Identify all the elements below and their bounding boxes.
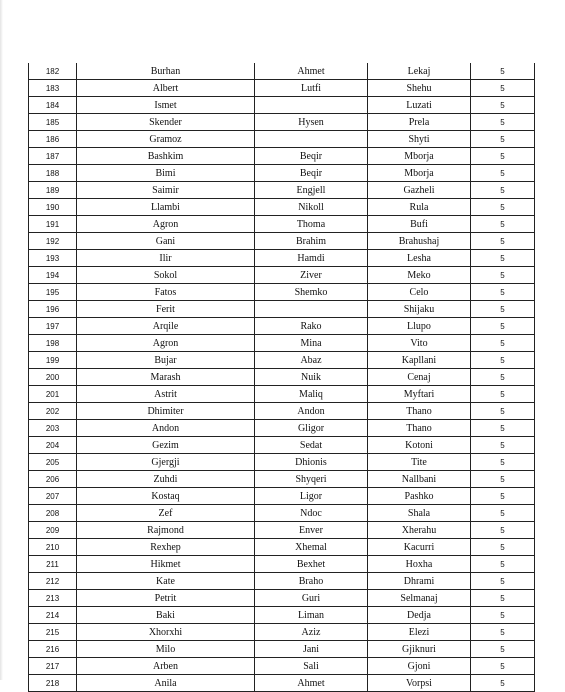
last-name-cell: Mborja — [368, 148, 471, 165]
first-name-cell: Dhimiter — [77, 403, 255, 420]
first-name-cell: Bimi — [77, 165, 255, 182]
table-row — [29, 233, 535, 250]
father-name-cell: Sali — [255, 658, 368, 675]
last-name-cell: Bufi — [368, 216, 471, 233]
first-name-cell: Ilir — [77, 250, 255, 267]
row-number-cell: 207 — [29, 488, 77, 505]
last-name-cell: Tite — [368, 454, 471, 471]
row-number-cell: 184 — [29, 97, 77, 114]
last-name-cell: Lekaj — [368, 63, 471, 80]
last-name-cell: Lesha — [368, 250, 471, 267]
row-number-cell: 182 — [29, 63, 77, 80]
last-name-cell: Prela — [368, 114, 471, 131]
last-name-cell: Llupo — [368, 318, 471, 335]
father-name-cell: Shemko — [255, 284, 368, 301]
row-number-cell: 204 — [29, 437, 77, 454]
last-name-cell: Gazheli — [368, 182, 471, 199]
row-number-cell: 210 — [29, 539, 77, 556]
first-name-cell: Gani — [77, 233, 255, 250]
table-row — [29, 335, 535, 352]
table-row — [29, 403, 535, 420]
father-name-cell: Abaz — [255, 352, 368, 369]
father-name-cell: Jani — [255, 641, 368, 658]
row-number-cell: 188 — [29, 165, 77, 182]
score-cell: 5 — [471, 301, 535, 318]
row-number-cell: 217 — [29, 658, 77, 675]
father-name-cell: Beqir — [255, 165, 368, 182]
score-cell: 5 — [471, 403, 535, 420]
table-row — [29, 199, 535, 216]
first-name-cell: Zef — [77, 505, 255, 522]
row-number-cell: 205 — [29, 454, 77, 471]
row-number-cell: 199 — [29, 352, 77, 369]
first-name-cell: Agron — [77, 216, 255, 233]
row-number-cell: 218 — [29, 675, 77, 692]
first-name-cell: Petrit — [77, 590, 255, 607]
last-name-cell: Xherahu — [368, 522, 471, 539]
first-name-cell: Andon — [77, 420, 255, 437]
first-name-cell: Gramoz — [77, 131, 255, 148]
row-number-cell: 193 — [29, 250, 77, 267]
score-cell: 5 — [471, 505, 535, 522]
father-name-cell: Shyqeri — [255, 471, 368, 488]
score-cell: 5 — [471, 488, 535, 505]
father-name-cell: Guri — [255, 590, 368, 607]
table-row — [29, 624, 535, 641]
table-row — [29, 607, 535, 624]
last-name-cell: Hoxha — [368, 556, 471, 573]
father-name-cell: Engjell — [255, 182, 368, 199]
table-body — [29, 63, 535, 692]
score-cell: 5 — [471, 216, 535, 233]
table-row — [29, 301, 535, 318]
last-name-cell: Myftari — [368, 386, 471, 403]
table-row — [29, 148, 535, 165]
score-cell: 5 — [471, 352, 535, 369]
row-number-cell: 214 — [29, 607, 77, 624]
table-row — [29, 675, 535, 692]
table-row — [29, 165, 535, 182]
row-number-cell: 203 — [29, 420, 77, 437]
last-name-cell: Dedja — [368, 607, 471, 624]
score-cell: 5 — [471, 63, 535, 80]
row-number-cell: 189 — [29, 182, 77, 199]
table-row — [29, 539, 535, 556]
father-name-cell: Mina — [255, 335, 368, 352]
father-name-cell: Ahmet — [255, 675, 368, 692]
last-name-cell: Rula — [368, 199, 471, 216]
row-number-cell: 202 — [29, 403, 77, 420]
row-number-cell: 200 — [29, 369, 77, 386]
score-cell: 5 — [471, 369, 535, 386]
score-cell: 5 — [471, 420, 535, 437]
last-name-cell: Thano — [368, 403, 471, 420]
score-cell: 5 — [471, 233, 535, 250]
father-name-cell: Liman — [255, 607, 368, 624]
score-cell: 5 — [471, 131, 535, 148]
row-number-cell: 209 — [29, 522, 77, 539]
score-cell: 5 — [471, 114, 535, 131]
first-name-cell: Xhorxhi — [77, 624, 255, 641]
table-row — [29, 437, 535, 454]
first-name-cell: Astrit — [77, 386, 255, 403]
last-name-cell: Shijaku — [368, 301, 471, 318]
score-cell: 5 — [471, 539, 535, 556]
table-row — [29, 505, 535, 522]
score-cell: 5 — [471, 267, 535, 284]
first-name-cell: Agron — [77, 335, 255, 352]
score-cell: 5 — [471, 590, 535, 607]
table-row — [29, 471, 535, 488]
father-name-cell: Dhionis — [255, 454, 368, 471]
table-row — [29, 573, 535, 590]
last-name-cell: Vito — [368, 335, 471, 352]
row-number-cell: 191 — [29, 216, 77, 233]
table-row — [29, 522, 535, 539]
row-number-cell: 215 — [29, 624, 77, 641]
last-name-cell: Kapllani — [368, 352, 471, 369]
first-name-cell: Arben — [77, 658, 255, 675]
first-name-cell: Milo — [77, 641, 255, 658]
score-cell: 5 — [471, 318, 535, 335]
score-cell: 5 — [471, 641, 535, 658]
last-name-cell: Thano — [368, 420, 471, 437]
table-row — [29, 80, 535, 97]
last-name-cell: Celo — [368, 284, 471, 301]
row-number-cell: 206 — [29, 471, 77, 488]
first-name-cell: Gjergji — [77, 454, 255, 471]
score-cell: 5 — [471, 471, 535, 488]
father-name-cell: Ligor — [255, 488, 368, 505]
father-name-cell — [255, 301, 368, 318]
row-number-cell: 186 — [29, 131, 77, 148]
first-name-cell: Arqile — [77, 318, 255, 335]
row-number-cell: 194 — [29, 267, 77, 284]
father-name-cell — [255, 97, 368, 114]
last-name-cell: Gjiknuri — [368, 641, 471, 658]
table-row — [29, 114, 535, 131]
last-name-cell: Kacurri — [368, 539, 471, 556]
last-name-cell: Shehu — [368, 80, 471, 97]
page-edge-shadow — [0, 0, 3, 680]
row-number-cell: 212 — [29, 573, 77, 590]
score-cell: 5 — [471, 386, 535, 403]
row-number-cell: 197 — [29, 318, 77, 335]
last-name-cell: Shala — [368, 505, 471, 522]
father-name-cell: Enver — [255, 522, 368, 539]
father-name-cell: Beqir — [255, 148, 368, 165]
last-name-cell: Shyti — [368, 131, 471, 148]
last-name-cell: Kotoni — [368, 437, 471, 454]
father-name-cell: Maliq — [255, 386, 368, 403]
first-name-cell: Marash — [77, 369, 255, 386]
first-name-cell: Rexhep — [77, 539, 255, 556]
row-number-cell: 213 — [29, 590, 77, 607]
table-row — [29, 488, 535, 505]
last-name-cell: Mborja — [368, 165, 471, 182]
table-row — [29, 369, 535, 386]
father-name-cell: Ahmet — [255, 63, 368, 80]
score-cell: 5 — [471, 522, 535, 539]
score-cell: 5 — [471, 607, 535, 624]
score-cell: 5 — [471, 454, 535, 471]
row-number-cell: 216 — [29, 641, 77, 658]
score-cell: 5 — [471, 675, 535, 692]
score-cell: 5 — [471, 182, 535, 199]
records-table — [28, 63, 535, 692]
father-name-cell: Nuik — [255, 369, 368, 386]
first-name-cell: Ferit — [77, 301, 255, 318]
first-name-cell: Bujar — [77, 352, 255, 369]
table-row — [29, 267, 535, 284]
last-name-cell: Cenaj — [368, 369, 471, 386]
father-name-cell: Ndoc — [255, 505, 368, 522]
father-name-cell: Braho — [255, 573, 368, 590]
row-number-cell: 211 — [29, 556, 77, 573]
score-cell: 5 — [471, 165, 535, 182]
score-cell: 5 — [471, 97, 535, 114]
row-number-cell: 192 — [29, 233, 77, 250]
father-name-cell: Thoma — [255, 216, 368, 233]
row-number-cell: 183 — [29, 80, 77, 97]
first-name-cell: Saimir — [77, 182, 255, 199]
table-row — [29, 556, 535, 573]
row-number-cell: 198 — [29, 335, 77, 352]
first-name-cell: Ismet — [77, 97, 255, 114]
first-name-cell: Hikmet — [77, 556, 255, 573]
score-cell: 5 — [471, 437, 535, 454]
father-name-cell: Ziver — [255, 267, 368, 284]
table-row — [29, 131, 535, 148]
row-number-cell: 208 — [29, 505, 77, 522]
score-cell: 5 — [471, 250, 535, 267]
first-name-cell: Bashkim — [77, 148, 255, 165]
score-cell: 5 — [471, 148, 535, 165]
score-cell: 5 — [471, 624, 535, 641]
father-name-cell: Aziz — [255, 624, 368, 641]
last-name-cell: Selmanaj — [368, 590, 471, 607]
score-cell: 5 — [471, 573, 535, 590]
row-number-cell: 195 — [29, 284, 77, 301]
father-name-cell: Hamdi — [255, 250, 368, 267]
father-name-cell — [255, 131, 368, 148]
last-name-cell: Nallbani — [368, 471, 471, 488]
first-name-cell: Burhan — [77, 63, 255, 80]
last-name-cell: Vorpsi — [368, 675, 471, 692]
last-name-cell: Elezi — [368, 624, 471, 641]
last-name-cell: Luzati — [368, 97, 471, 114]
row-number-cell: 187 — [29, 148, 77, 165]
first-name-cell: Kostaq — [77, 488, 255, 505]
last-name-cell: Pashko — [368, 488, 471, 505]
table-row — [29, 454, 535, 471]
score-cell: 5 — [471, 556, 535, 573]
row-number-cell: 190 — [29, 199, 77, 216]
father-name-cell: Andon — [255, 403, 368, 420]
father-name-cell: Gligor — [255, 420, 368, 437]
table-row — [29, 97, 535, 114]
score-cell: 5 — [471, 199, 535, 216]
table-row — [29, 182, 535, 199]
first-name-cell: Rajmond — [77, 522, 255, 539]
last-name-cell: Brahushaj — [368, 233, 471, 250]
father-name-cell: Sedat — [255, 437, 368, 454]
first-name-cell: Zuhdi — [77, 471, 255, 488]
row-number-cell: 201 — [29, 386, 77, 403]
first-name-cell: Llambi — [77, 199, 255, 216]
first-name-cell: Baki — [77, 607, 255, 624]
row-number-cell: 185 — [29, 114, 77, 131]
last-name-cell: Dhrami — [368, 573, 471, 590]
table-row — [29, 590, 535, 607]
father-name-cell: Bexhet — [255, 556, 368, 573]
father-name-cell: Nikoll — [255, 199, 368, 216]
first-name-cell: Skender — [77, 114, 255, 131]
table-row — [29, 284, 535, 301]
table-row — [29, 318, 535, 335]
table-row — [29, 658, 535, 675]
first-name-cell: Fatos — [77, 284, 255, 301]
table-row — [29, 420, 535, 437]
table-row — [29, 641, 535, 658]
table-row — [29, 250, 535, 267]
last-name-cell: Meko — [368, 267, 471, 284]
father-name-cell: Rako — [255, 318, 368, 335]
father-name-cell: Lutfi — [255, 80, 368, 97]
father-name-cell: Brahim — [255, 233, 368, 250]
father-name-cell: Hysen — [255, 114, 368, 131]
row-number-cell: 196 — [29, 301, 77, 318]
table-row — [29, 63, 535, 80]
first-name-cell: Anila — [77, 675, 255, 692]
score-cell: 5 — [471, 658, 535, 675]
father-name-cell: Xhemal — [255, 539, 368, 556]
first-name-cell: Gezim — [77, 437, 255, 454]
table-row — [29, 216, 535, 233]
first-name-cell: Sokol — [77, 267, 255, 284]
last-name-cell: Gjoni — [368, 658, 471, 675]
score-cell: 5 — [471, 80, 535, 97]
first-name-cell: Albert — [77, 80, 255, 97]
first-name-cell: Kate — [77, 573, 255, 590]
score-cell: 5 — [471, 284, 535, 301]
score-cell: 5 — [471, 335, 535, 352]
table-row — [29, 352, 535, 369]
table-row — [29, 386, 535, 403]
